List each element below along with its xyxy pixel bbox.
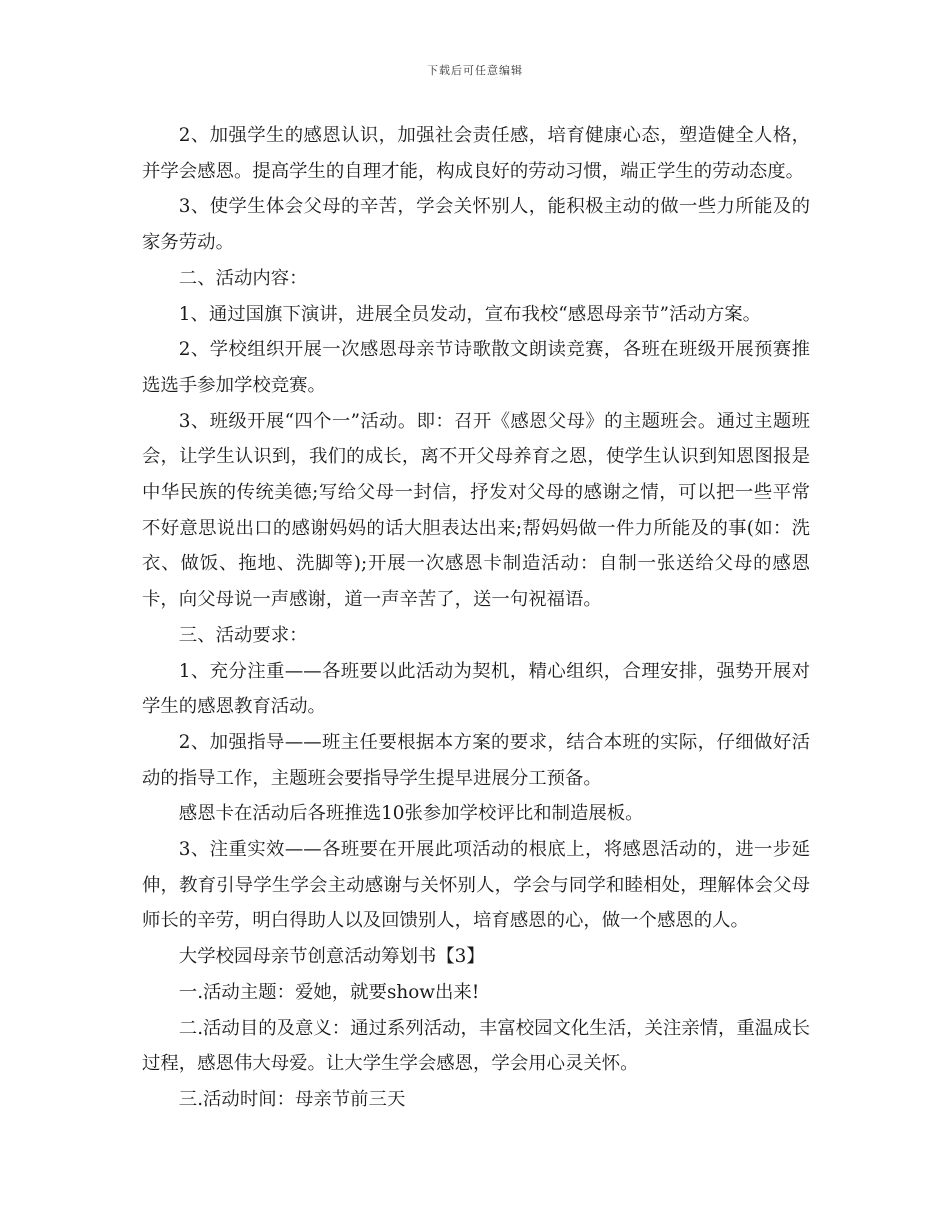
paragraph-content-2: 2、学校组织开展一次感恩母亲节诗歌散文朗读竞赛，各班在班级开展预赛推选选手参加学校竞赛。 — [142, 339, 810, 396]
paragraph-purpose: 二.活动目的及意义：通过系列活动，丰富校园文化生活，关注亲情，重温成长过程，感恩伟大母爱。让大学生学会感恩，学会用心灵关怀。 — [142, 1017, 810, 1075]
paragraph-requirement-2: 2、加强指导——班主任要根据本方案的要求，结合本班的实际，仔细做好活动的指导工作，主题班会要指导学生提早进展分工预备。 — [142, 731, 810, 789]
section-heading-activity-content: 二、活动内容： — [178, 267, 308, 289]
paragraph-content-1: 1、通过国旗下演讲，进展全员发动，宣布我校“感恩母亲节”活动方案。 — [178, 303, 762, 325]
document-body — [142, 118, 810, 1118]
page-header-note: 下载后可任意编辑 — [427, 64, 523, 77]
paragraph-content-3: 3、班级开展“四个一”活动。即：召开《感恩父母》的主题班会。通过主题班会，让学生认识到，我们的成长，离不开父母养育之恩，使学生认识到知恩图报是中华民族的传统美德;写给父母一封信，抒发对父母的感谢之情，可以把一些平常不好意思说出口的感谢妈妈的话大胆表达出来;帮妈妈做一件力所能及的事(如：洗衣、做饭、拖地、洗脚等);开展一次感恩卡制造活动：自制一张送给父母的感恩卡，向父母说一声感谢，道一声辛苦了，送一句祝福语。 — [142, 410, 810, 611]
paragraph-time: 三.活动时间：母亲节前三天 — [178, 1088, 406, 1110]
plan-title-3: 大学校园母亲节创意活动筹划书【3】 — [178, 946, 485, 968]
paragraph-requirement-3: 3、注重实效——各班要在开展此项活动的根底上，将感恩活动的，进一步延伸，教育引导学生学会主动感谢与关怀别人，学会与同学和睦相处，理解体会父母师长的辛劳，明白得助人以及回馈别人，培育感恩的心，做一个感恩的人。 — [142, 839, 810, 932]
paragraph-goal-2: 2、加强学生的感恩认识，加强社会责任感，培育健康心态，塑造健全人格，并学会感恩。提高学生的自理才能，构成良好的劳动习惯，端正学生的劳动态度。 — [142, 125, 810, 182]
paragraph-goal-3: 3、使学生体会父母的辛苦，学会关怀别人，能积极主动的做一些力所能及的家务劳动。 — [142, 196, 810, 254]
paragraph-theme: 一.活动主题：爱她，就要show出来! — [178, 981, 480, 1003]
section-heading-activity-requirements: 三、活动要求： — [178, 624, 308, 646]
paragraph-card-selection: 感恩卡在活动后各班推选10张参加学校评比和制造展板。 — [178, 803, 644, 825]
paragraph-requirement-1: 1、充分注重——各班要以此活动为契机，精心组织，合理安排，强势开展对学生的感恩教育活动。 — [142, 660, 810, 718]
